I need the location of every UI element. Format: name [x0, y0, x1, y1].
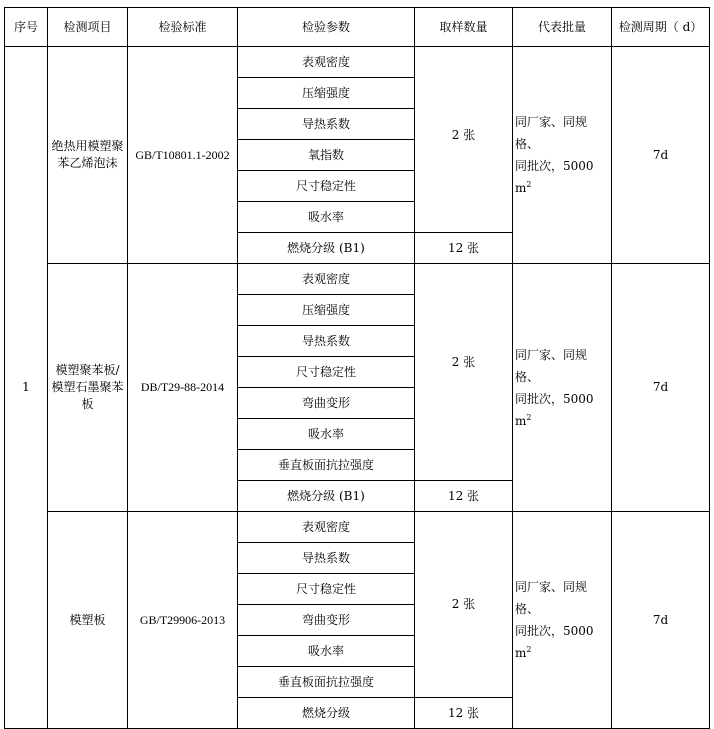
batch-text	[515, 576, 609, 664]
table-row	[5, 512, 710, 543]
batch-line2: 同批次，5000 m	[515, 624, 594, 660]
period-cell: 7d	[612, 47, 710, 264]
batch-text	[515, 111, 609, 199]
sample-cell: 2 张	[415, 512, 513, 698]
param-cell: 导热系数	[238, 109, 415, 140]
param-cell: 弯曲变形	[238, 388, 415, 419]
inspection-table	[4, 7, 710, 729]
header-item: 检测项目	[48, 8, 128, 47]
sample-cell: 12 张	[415, 233, 513, 264]
param-cell: 表观密度	[238, 512, 415, 543]
sample-cell: 12 张	[415, 481, 513, 512]
item-cell-eps-board: 模塑聚苯板/模塑石墨聚苯板	[48, 264, 128, 512]
param-cell: 导热系数	[238, 326, 415, 357]
table-row	[5, 264, 710, 295]
param-cell: 尺寸稳定性	[238, 357, 415, 388]
batch-cell	[513, 512, 612, 729]
sample-cell: 2 张	[415, 264, 513, 481]
seq-cell: 1	[5, 47, 48, 729]
header-batch: 代表批量	[513, 8, 612, 47]
table-row	[5, 47, 710, 78]
batch-line1: 同厂家、同规格、	[515, 580, 588, 616]
batch-line1: 同厂家、同规格、	[515, 115, 588, 151]
header-seq: 序号	[5, 8, 48, 47]
period-cell: 7d	[612, 512, 710, 729]
standard-cell: GB/T10801.1-2002	[128, 47, 238, 264]
param-cell: 导热系数	[238, 543, 415, 574]
param-cell: 垂直板面抗拉强度	[238, 450, 415, 481]
param-cell: 燃烧分级 (B1)	[238, 481, 415, 512]
param-cell: 尺寸稳定性	[238, 574, 415, 605]
batch-unit-sup: 2	[526, 412, 532, 422]
batch-line2: 同批次，5000 m	[515, 159, 594, 195]
header-period: 检测周期（ d）	[612, 8, 710, 47]
param-cell: 吸水率	[238, 202, 415, 233]
param-cell: 氧指数	[238, 140, 415, 171]
header-row	[5, 8, 710, 47]
item-cell-eps-foam: 绝热用模塑聚苯乙烯泡沫	[48, 47, 128, 264]
batch-text	[515, 344, 609, 432]
param-cell: 燃烧分级 (B1)	[238, 233, 415, 264]
param-cell: 表观密度	[238, 264, 415, 295]
batch-cell	[513, 264, 612, 512]
param-cell: 弯曲变形	[238, 605, 415, 636]
param-cell: 压缩强度	[238, 295, 415, 326]
batch-cell	[513, 47, 612, 264]
param-cell: 表观密度	[238, 47, 415, 78]
param-cell: 燃烧分级	[238, 698, 415, 729]
period-cell: 7d	[612, 264, 710, 512]
standard-cell: GB/T29906-2013	[128, 512, 238, 729]
param-cell: 吸水率	[238, 636, 415, 667]
batch-unit-sup: 2	[526, 180, 532, 189]
param-cell: 尺寸稳定性	[238, 171, 415, 202]
sample-cell: 12 张	[415, 698, 513, 729]
sample-cell: 2 张	[415, 47, 513, 233]
batch-line2: 同批次，5000 m	[515, 391, 594, 428]
header-params: 检验参数	[238, 8, 415, 47]
param-cell: 垂直板面抗拉强度	[238, 667, 415, 698]
param-cell: 压缩强度	[238, 78, 415, 109]
param-cell: 吸水率	[238, 419, 415, 450]
header-standard: 检验标准	[128, 8, 238, 47]
standard-cell: DB/T29-88-2014	[128, 264, 238, 512]
header-sample: 取样数量	[415, 8, 513, 47]
item-cell-molded-board: 模塑板	[48, 512, 128, 729]
batch-line1: 同厂家、同规格、	[515, 347, 588, 384]
batch-unit-sup: 2	[526, 645, 532, 654]
